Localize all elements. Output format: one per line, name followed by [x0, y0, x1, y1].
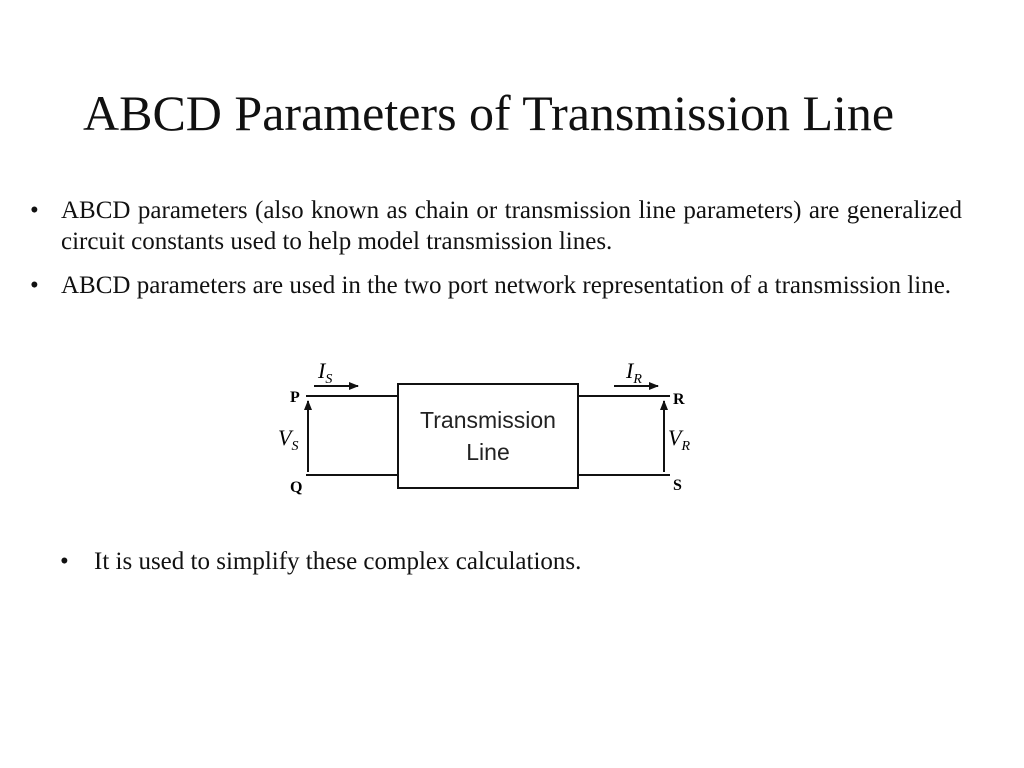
slide-title: ABCD Parameters of Transmission Line	[83, 85, 895, 141]
sending-current-label: $I_S$	[318, 358, 333, 387]
terminal-p-label: P	[290, 389, 300, 406]
receiving-voltage-label: $V_R$	[668, 425, 691, 454]
box-label-line2: Line	[466, 439, 510, 465]
transmission-line-box	[398, 384, 578, 488]
bullet-item	[26, 195, 962, 257]
bullet-marker: •	[30, 272, 39, 299]
sending-voltage-label: $V_S$	[278, 425, 299, 454]
bullet-text: It is used to simplify these complex calculations.	[94, 548, 582, 575]
terminal-r-label: R	[673, 391, 685, 408]
terminal-q-label: Q	[290, 479, 303, 496]
bullet-text: ABCD parameters (also known as chain or transmission line parameters) are generalized circuit constants used to help model transmission lines.	[61, 197, 962, 255]
bullet-list	[26, 195, 962, 314]
bullet-marker: •	[30, 197, 39, 224]
bullet-item	[26, 270, 962, 301]
box-label-line1: Transmission	[420, 407, 556, 433]
receiving-current-label: $I_R$	[626, 358, 642, 387]
terminal-s-label: S	[673, 477, 682, 494]
transmission-line-diagram	[270, 352, 710, 502]
bullet-marker: •	[60, 548, 69, 575]
bullet-text: ABCD parameters are used in the two port network representation of a transmission line.	[61, 272, 952, 299]
